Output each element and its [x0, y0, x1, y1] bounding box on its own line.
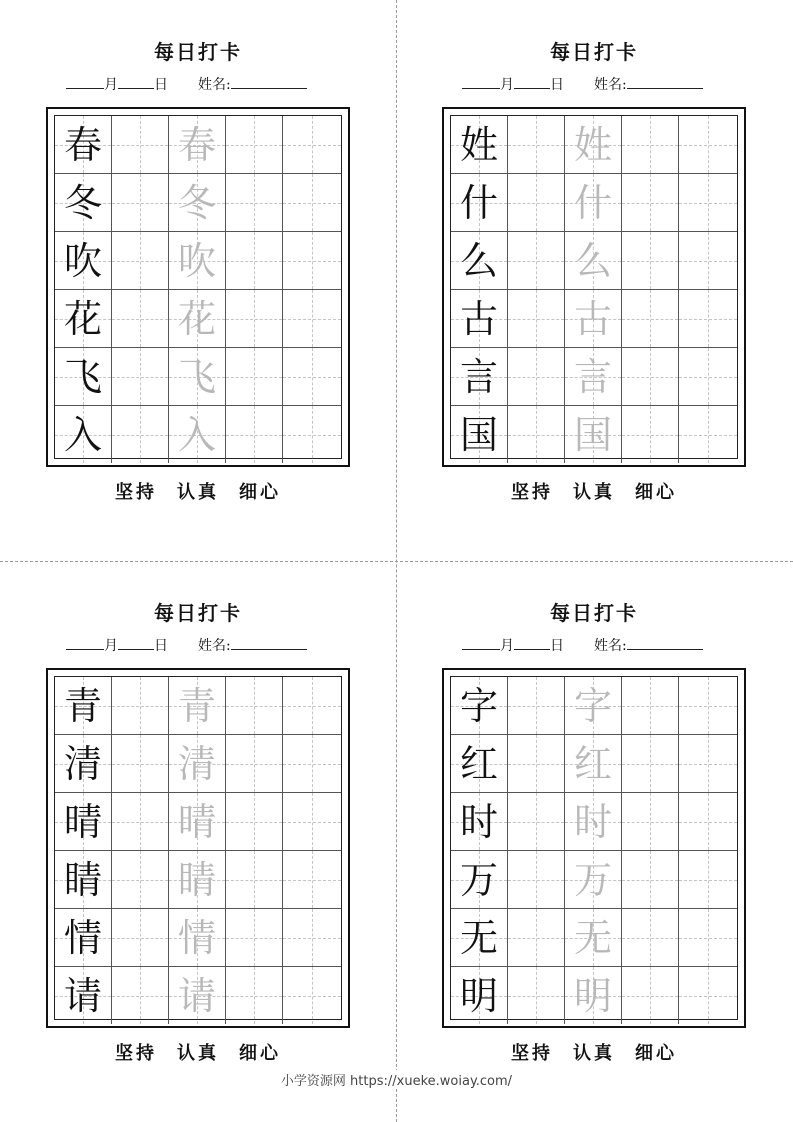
trace-cell [169, 116, 226, 173]
practice-card [46, 0, 356, 503]
practice-card [442, 561, 752, 1064]
trace-character: 古 [573, 296, 612, 341]
trace-character: 字 [573, 683, 612, 728]
blank-practice-cell[interactable] [283, 851, 341, 908]
day-label: 日 [154, 638, 168, 654]
trace-cell [169, 909, 226, 966]
name-label: 姓名: [594, 77, 627, 93]
blank-practice-cell[interactable] [679, 851, 737, 908]
name-blank[interactable] [627, 73, 703, 89]
grid-row [55, 793, 341, 851]
trace-character: 入 [177, 412, 216, 457]
motto-word: 坚持 [115, 1043, 157, 1064]
motto-word: 坚持 [511, 482, 553, 503]
blank-practice-cell[interactable] [112, 677, 169, 734]
trace-character: 姓 [573, 122, 612, 167]
blank-practice-cell[interactable] [679, 909, 737, 966]
trace-cell [565, 290, 622, 347]
blank-practice-cell[interactable] [283, 348, 341, 405]
trace-character: 睛 [177, 857, 216, 902]
blank-practice-cell[interactable] [112, 232, 169, 289]
trace-character: 吹 [177, 238, 216, 283]
trace-character: 国 [573, 412, 612, 457]
blank-practice-cell[interactable] [112, 735, 169, 792]
model-character: 时 [459, 799, 498, 844]
writing-grid [54, 676, 342, 1020]
practice-card [46, 561, 356, 1064]
model-cell [451, 851, 508, 908]
blank-practice-cell[interactable] [226, 116, 283, 173]
motto [46, 478, 350, 504]
writing-grid [450, 676, 738, 1020]
date-name-line [66, 634, 356, 654]
grid-row [55, 348, 341, 406]
trace-character: 明 [573, 973, 612, 1018]
day-blank[interactable] [514, 634, 550, 650]
model-cell [451, 967, 508, 1024]
blank-practice-cell[interactable] [508, 677, 565, 734]
month-blank[interactable] [66, 634, 104, 650]
blank-practice-cell[interactable] [508, 735, 565, 792]
blank-practice-cell[interactable] [283, 232, 341, 289]
blank-practice-cell[interactable] [283, 909, 341, 966]
blank-practice-cell[interactable] [679, 677, 737, 734]
model-cell [55, 348, 112, 405]
trace-cell [565, 793, 622, 850]
trace-character: 么 [573, 238, 612, 283]
day-label: 日 [154, 77, 168, 93]
blank-practice-cell[interactable] [112, 793, 169, 850]
day-blank[interactable] [118, 73, 154, 89]
blank-practice-cell[interactable] [508, 909, 565, 966]
blank-practice-cell[interactable] [622, 232, 679, 289]
blank-practice-cell[interactable] [622, 909, 679, 966]
blank-practice-cell[interactable] [622, 677, 679, 734]
model-character: 无 [459, 915, 498, 960]
grid-row [451, 851, 737, 909]
model-cell [451, 116, 508, 173]
month-label: 月 [500, 638, 514, 654]
motto-word: 坚持 [115, 482, 157, 503]
blank-practice-cell[interactable] [679, 406, 737, 463]
blank-practice-cell[interactable] [508, 232, 565, 289]
blank-practice-cell[interactable] [112, 851, 169, 908]
blank-practice-cell[interactable] [226, 909, 283, 966]
blank-practice-cell[interactable] [508, 793, 565, 850]
trace-character: 清 [177, 741, 216, 786]
writing-grid [54, 115, 342, 459]
blank-practice-cell[interactable] [226, 290, 283, 347]
month-label: 月 [104, 638, 118, 654]
grid-row [55, 116, 341, 174]
grid-row [55, 174, 341, 232]
trace-character: 晴 [177, 799, 216, 844]
blank-practice-cell[interactable] [112, 909, 169, 966]
blank-practice-cell[interactable] [679, 348, 737, 405]
grid-row [451, 116, 737, 174]
model-cell [451, 735, 508, 792]
trace-character: 冬 [177, 180, 216, 225]
model-character: 姓 [459, 122, 498, 167]
month-blank[interactable] [66, 73, 104, 89]
date-name-line [462, 634, 752, 654]
blank-practice-cell[interactable] [622, 348, 679, 405]
model-cell [451, 174, 508, 231]
model-character: 明 [459, 973, 498, 1018]
model-cell [451, 232, 508, 289]
model-cell [55, 406, 112, 463]
grid-row [451, 909, 737, 967]
model-cell [451, 406, 508, 463]
month-label: 月 [500, 77, 514, 93]
model-cell [451, 909, 508, 966]
name-blank[interactable] [231, 634, 307, 650]
trace-character: 春 [177, 122, 216, 167]
motto-word: 细心 [239, 482, 281, 503]
grid-row [451, 406, 737, 463]
model-character: 花 [63, 296, 102, 341]
date-name-line [462, 73, 752, 93]
trace-character: 什 [573, 180, 612, 225]
grid-row [55, 232, 341, 290]
blank-practice-cell[interactable] [283, 967, 341, 1024]
model-cell [451, 348, 508, 405]
blank-practice-cell[interactable] [283, 735, 341, 792]
blank-practice-cell[interactable] [112, 174, 169, 231]
blank-practice-cell[interactable] [622, 116, 679, 173]
grid-row [55, 851, 341, 909]
trace-character: 红 [573, 741, 612, 786]
grid-row [451, 967, 737, 1024]
trace-cell [565, 116, 622, 173]
motto-word: 细心 [635, 482, 677, 503]
model-character: 清 [63, 741, 102, 786]
model-character: 情 [63, 915, 102, 960]
blank-practice-cell[interactable] [226, 677, 283, 734]
blank-practice-cell[interactable] [283, 406, 341, 463]
model-cell [55, 232, 112, 289]
blank-practice-cell[interactable] [283, 677, 341, 734]
model-character: 国 [459, 412, 498, 457]
trace-character: 花 [177, 296, 216, 341]
grid-row [451, 174, 737, 232]
blank-practice-cell[interactable] [283, 116, 341, 173]
practice-sheet [46, 668, 350, 1028]
day-blank[interactable] [118, 634, 154, 650]
blank-practice-cell[interactable] [508, 174, 565, 231]
blank-practice-cell[interactable] [226, 967, 283, 1024]
trace-cell [169, 174, 226, 231]
motto-word: 认真 [177, 482, 219, 503]
blank-practice-cell[interactable] [679, 290, 737, 347]
name-label: 姓名: [198, 638, 231, 654]
grid-row [451, 793, 737, 851]
motto-word: 认真 [177, 1043, 219, 1064]
blank-practice-cell[interactable] [226, 174, 283, 231]
model-character: 古 [459, 296, 498, 341]
model-character: 晴 [63, 799, 102, 844]
practice-card [442, 0, 752, 503]
model-character: 么 [459, 238, 498, 283]
blank-practice-cell[interactable] [508, 967, 565, 1024]
name-label: 姓名: [594, 638, 627, 654]
blank-practice-cell[interactable] [283, 290, 341, 347]
blank-practice-cell[interactable] [112, 406, 169, 463]
trace-cell [565, 909, 622, 966]
trace-cell [565, 174, 622, 231]
card-title: 每日打卡 [154, 601, 242, 625]
model-cell [451, 793, 508, 850]
model-character: 冬 [63, 180, 102, 225]
grid-row [451, 677, 737, 735]
month-blank[interactable] [462, 634, 500, 650]
trace-cell [565, 348, 622, 405]
practice-sheet [442, 668, 746, 1028]
trace-cell [565, 851, 622, 908]
blank-practice-cell[interactable] [679, 116, 737, 173]
blank-practice-cell[interactable] [679, 735, 737, 792]
motto-word: 认真 [573, 1043, 615, 1064]
trace-character: 言 [573, 354, 612, 399]
blank-practice-cell[interactable] [226, 348, 283, 405]
model-cell [55, 116, 112, 173]
blank-practice-cell[interactable] [679, 174, 737, 231]
day-blank[interactable] [514, 73, 550, 89]
day-label: 日 [550, 77, 564, 93]
blank-practice-cell[interactable] [622, 290, 679, 347]
blank-practice-cell[interactable] [112, 116, 169, 173]
grid-row [451, 290, 737, 348]
trace-cell [169, 793, 226, 850]
name-label: 姓名: [198, 77, 231, 93]
model-character: 春 [63, 122, 102, 167]
grid-row [55, 406, 341, 463]
trace-character: 时 [573, 799, 612, 844]
motto-word: 细心 [239, 1043, 281, 1064]
practice-sheet [46, 107, 350, 467]
trace-cell [169, 851, 226, 908]
writing-grid [450, 115, 738, 459]
blank-practice-cell[interactable] [622, 793, 679, 850]
blank-practice-cell[interactable] [622, 735, 679, 792]
trace-character: 飞 [177, 354, 216, 399]
model-cell [55, 851, 112, 908]
grid-row [451, 735, 737, 793]
trace-cell [169, 967, 226, 1024]
model-cell [55, 174, 112, 231]
blank-practice-cell[interactable] [112, 290, 169, 347]
blank-practice-cell[interactable] [112, 348, 169, 405]
blank-practice-cell[interactable] [679, 967, 737, 1024]
trace-cell [565, 406, 622, 463]
trace-character: 万 [573, 857, 612, 902]
model-character: 字 [459, 683, 498, 728]
blank-practice-cell[interactable] [226, 851, 283, 908]
card-title: 每日打卡 [550, 601, 638, 625]
model-character: 什 [459, 180, 498, 225]
motto-word: 细心 [635, 1043, 677, 1064]
name-blank[interactable] [627, 634, 703, 650]
trace-cell [169, 406, 226, 463]
card-title: 每日打卡 [154, 40, 242, 64]
motto [442, 1039, 746, 1065]
trace-cell [169, 677, 226, 734]
trace-cell [169, 290, 226, 347]
trace-cell [169, 735, 226, 792]
blank-practice-cell[interactable] [679, 793, 737, 850]
trace-cell [565, 232, 622, 289]
model-character: 言 [459, 354, 498, 399]
model-cell [55, 290, 112, 347]
model-character: 红 [459, 741, 498, 786]
trace-cell [565, 735, 622, 792]
trace-cell [169, 348, 226, 405]
blank-practice-cell[interactable] [679, 232, 737, 289]
blank-practice-cell[interactable] [283, 793, 341, 850]
blank-practice-cell[interactable] [283, 174, 341, 231]
blank-practice-cell[interactable] [226, 406, 283, 463]
footer-watermark: 小学资源网 https://xueke.woiay.com/ [0, 1070, 793, 1089]
model-character: 吹 [63, 238, 102, 283]
grid-row [451, 232, 737, 290]
model-cell [55, 967, 112, 1024]
model-cell [55, 909, 112, 966]
blank-practice-cell[interactable] [622, 851, 679, 908]
trace-character: 情 [177, 915, 216, 960]
grid-row [55, 290, 341, 348]
month-label: 月 [104, 77, 118, 93]
motto-word: 坚持 [511, 1043, 553, 1064]
date-name-line [66, 73, 356, 93]
trace-cell [565, 967, 622, 1024]
blank-practice-cell[interactable] [508, 290, 565, 347]
trace-character: 青 [177, 683, 216, 728]
model-cell [55, 677, 112, 734]
blank-practice-cell[interactable] [226, 232, 283, 289]
blank-practice-cell[interactable] [226, 793, 283, 850]
day-label: 日 [550, 638, 564, 654]
model-character: 飞 [63, 354, 102, 399]
model-cell [451, 290, 508, 347]
model-cell [55, 735, 112, 792]
grid-row [55, 677, 341, 735]
motto [46, 1039, 350, 1065]
blank-practice-cell[interactable] [508, 851, 565, 908]
blank-practice-cell[interactable] [112, 967, 169, 1024]
model-character: 睛 [63, 857, 102, 902]
grid-row [451, 348, 737, 406]
model-character: 入 [63, 412, 102, 457]
grid-row [55, 909, 341, 967]
blank-practice-cell[interactable] [622, 174, 679, 231]
trace-character: 请 [177, 973, 216, 1018]
model-cell [55, 793, 112, 850]
blank-practice-cell[interactable] [508, 406, 565, 463]
trace-cell [169, 232, 226, 289]
motto-word: 认真 [573, 482, 615, 503]
grid-row [55, 735, 341, 793]
name-blank[interactable] [231, 73, 307, 89]
model-character: 请 [63, 973, 102, 1018]
month-blank[interactable] [462, 73, 500, 89]
model-character: 万 [459, 857, 498, 902]
blank-practice-cell[interactable] [622, 406, 679, 463]
practice-sheet [442, 107, 746, 467]
trace-cell [565, 677, 622, 734]
blank-practice-cell[interactable] [508, 116, 565, 173]
trace-character: 无 [573, 915, 612, 960]
blank-practice-cell[interactable] [226, 735, 283, 792]
model-cell [451, 677, 508, 734]
grid-row [55, 967, 341, 1024]
motto [442, 478, 746, 504]
card-title: 每日打卡 [550, 40, 638, 64]
model-character: 青 [63, 683, 102, 728]
blank-practice-cell[interactable] [508, 348, 565, 405]
blank-practice-cell[interactable] [622, 967, 679, 1024]
